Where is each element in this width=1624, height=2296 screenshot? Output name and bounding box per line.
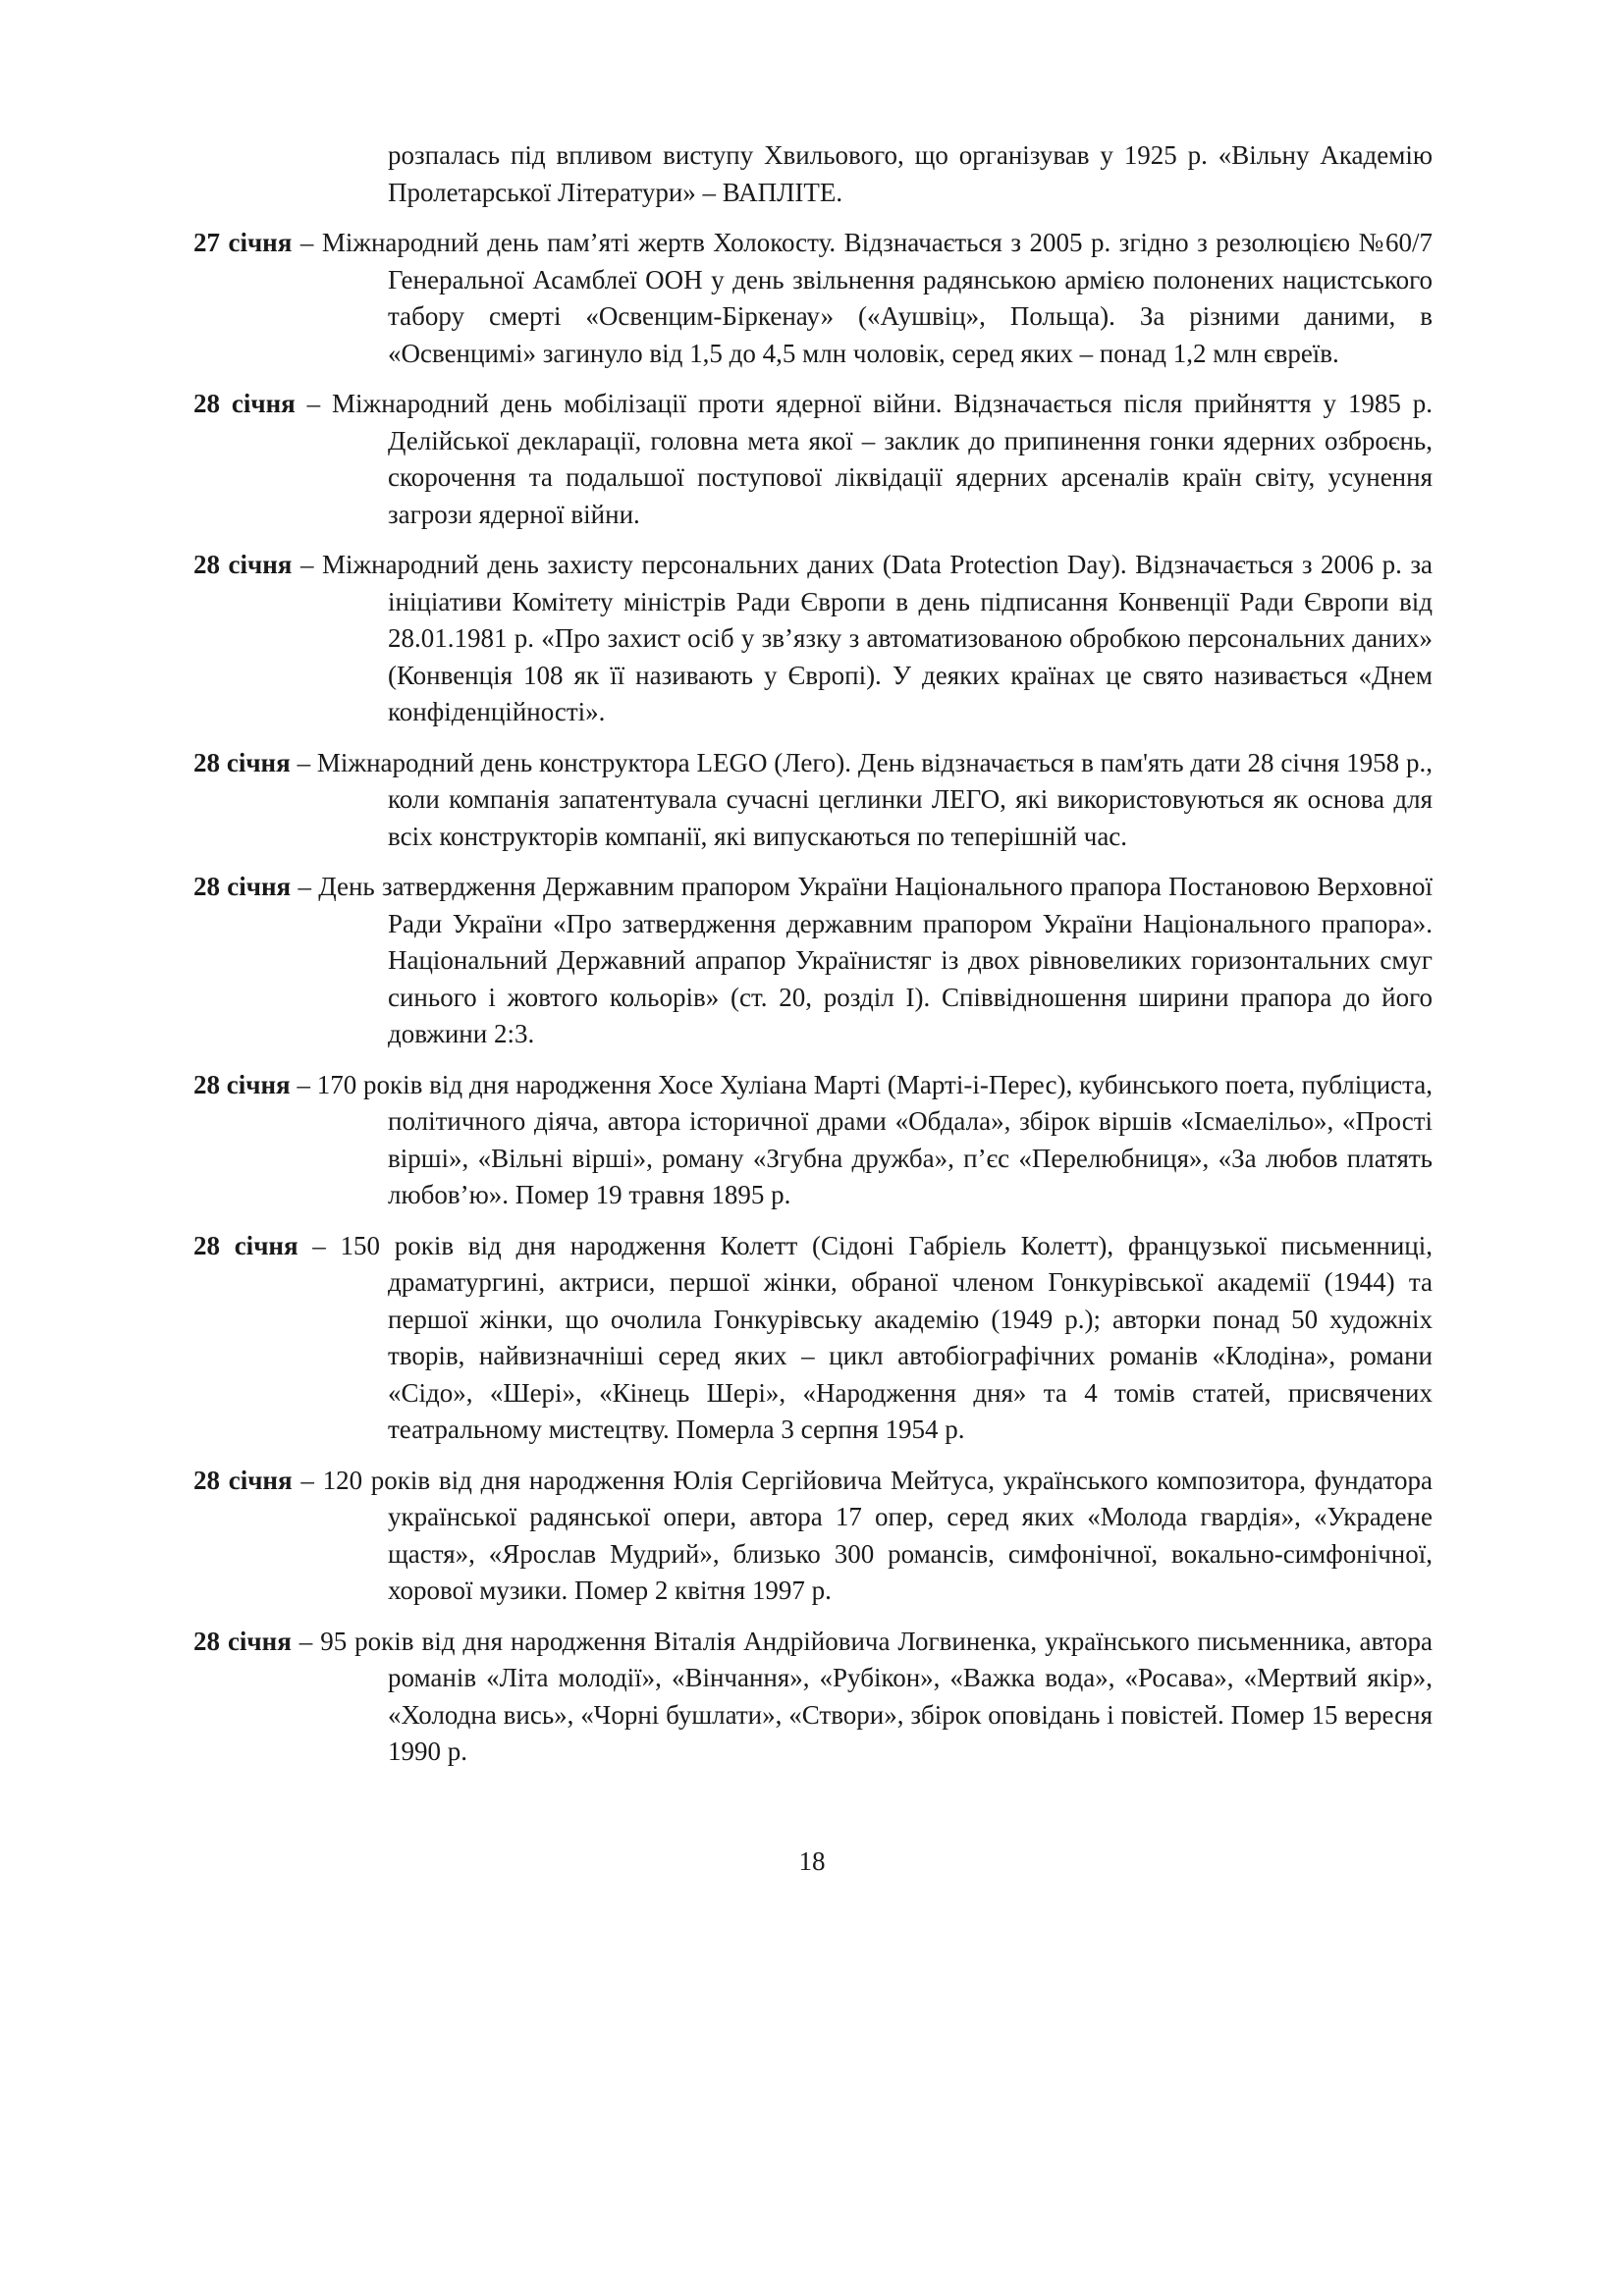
entry-date: 28 січня	[193, 1465, 293, 1495]
entries-list	[193, 225, 1433, 1771]
continuation-paragraph: розпалась під впливом виступу Хвильового, що організував у 1925 р. «Вільну Академію Пролетарської Літератури» – ВАПЛІТЕ.	[388, 140, 1433, 207]
entry-text: – Міжнародний день пам’яті жертв Холокосту. Відзначається з 2005 р. згідно з резолюцією №60/7 Генеральної Асамблеї ООН у день звільнення радянською армією полонених нацистського табору смерті «Освенцим-Біркенау» («Аушвіц», Польща). За різними даними, в «Освенцимі» загинуло від 1,5 до 4,5 млн чоловік, серед яких – понад 1,2 млн євреїв.	[299, 228, 1433, 368]
page-number: 18	[798, 1846, 826, 1876]
entry-text: – Міжнародний день конструктора LEGO (Лего). День відзначається в пам'ять дати 28 січня 1958 р., коли компанія запатентувала сучасні цеглинки ЛЕГО, які використовуються як основа для всіх конструкторів компанії, які випускаються по теперішній час.	[297, 747, 1433, 851]
entry-date: 28 січня	[193, 1230, 298, 1260]
entry-text: – 150 років від дня народження Колетт (Сідоні Габріель Колетт), французької письменниці, драматургині, актриси, першої жінки, обраної членом Гонкурівської академії (1944) та першої жінки, що очолила Гонкурівську академію (1949 р.); авторки понад 50 художніх творів, найвизначніші серед яких – цикл автобіографічних романів «Клодіна», романи «Сідо», «Шері», «Кінець Шері», «Народження дня» та 4 томів статей, присвячених театральному мистецтву. Померла 3 серпня 1954 р.	[312, 1230, 1433, 1444]
calendar-entry	[193, 547, 1433, 731]
calendar-entry	[193, 225, 1433, 372]
entry-date: 27 січня	[193, 228, 293, 257]
entry-text: – Міжнародний день захисту персональних даних (Data Protection Day). Відзначається з 2006 р. за ініціативи Комітету міністрів Ради Європи в день підписання Конвенції Ради Європи від 28.01.1981 р. «Про захист осіб у зв’язку з автоматизованою обробкою персональних даних» (Конвенція 108 як її називають у Європі). У деяких країнах це свято називається «Днем конфіденційності».	[299, 550, 1434, 726]
entry-text: – Міжнародний день мобілізації проти ядерної війни. Відзначається після прийняття у 1985 р. Делійської декларації, головна мета якої – заклик до припинення гонки ядерних озброєнь, скорочення та подальшої поступової ліквідації ядерних арсеналів країн світу, усунення загрози ядерної війни.	[306, 389, 1433, 529]
entry-date: 28 січня	[193, 550, 293, 579]
entry-text: – 120 років від дня народження Юлія Сергійовича Мейтуса, українського композитора, фундатора української радянської опери, автора 17 опер, серед яких «Молода гвардія», «Украдене щастя», «Ярослав Мудрий», близько 300 романсів, симфонічної, вокально-симфонічної, хорової музики. Помер 2 квітня 1997 р.	[300, 1465, 1433, 1605]
entry-text: – День затвердження Державним прапором України Національного прапора Постановою Верховної Ради України «Про затвердження державним прапором України Національного прапора». Національний Державний апрапор Українистяг із двох рівновеликих горизонтальних смуг синього і жовтого кольорів» (ст. 20, розділ І). Співвідношення ширини прапора до його довжини 2:3.	[298, 872, 1433, 1048]
entry-date: 28 січня	[193, 389, 296, 418]
calendar-entry	[193, 1463, 1433, 1610]
page-content	[193, 137, 1433, 1785]
calendar-entry	[193, 1624, 1433, 1771]
entry-date: 28 січня	[193, 1626, 292, 1656]
entry-date: 28 січня	[193, 872, 292, 901]
entry-date: 28 січня	[193, 1069, 291, 1099]
entry-date: 28 січня	[193, 747, 291, 777]
calendar-entry	[193, 1228, 1433, 1449]
calendar-entry	[193, 869, 1433, 1053]
calendar-entry	[193, 745, 1433, 856]
entry-text: – 170 років від дня народження Хосе Хуліана Марті (Марті-і-Перес), кубинського поета, публіциста, політичного діяча, автора історичної драми «Обдала», збірок віршів «Ісмаелільо», «Прості вірші», «Вільні вірші», роману «Згубна дружба», п’єс «Перелюбниця», «За любов платять любов’ю». Помер 19 травня 1895 р.	[297, 1069, 1433, 1209]
calendar-entry	[193, 1067, 1433, 1214]
entry-text: – 95 років від дня народження Віталія Андрійовича Логвиненка, українського письменника, автора романів «Літа молодії», «Вінчання», «Рубікон», «Важка вода», «Росава», «Мертвий якір», «Холодна вись», «Чорні бушлати», «Створи», збірок оповідань і повістей. Помер 15 вересня 1990 р.	[298, 1626, 1434, 1766]
calendar-entry	[193, 386, 1433, 533]
